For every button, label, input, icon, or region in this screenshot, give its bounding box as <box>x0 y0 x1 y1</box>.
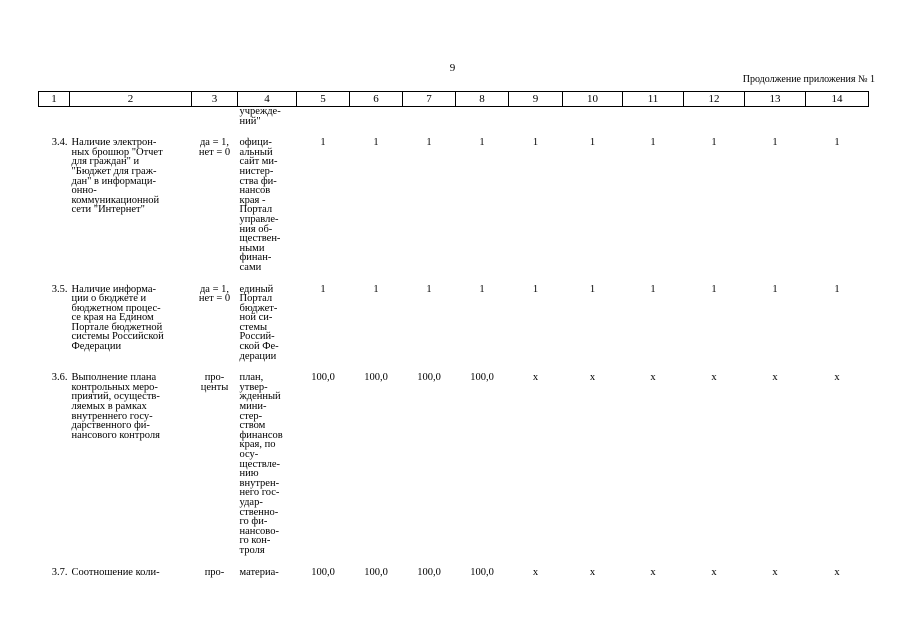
source-line: альный <box>239 146 273 158</box>
source-line: бюджет- <box>239 302 278 314</box>
value-cell: х <box>532 566 539 578</box>
indicator-name-line: внутреннего госу- <box>71 410 153 422</box>
indicator-name-line: Федерации <box>71 341 122 353</box>
source-line: Россий- <box>239 331 275 343</box>
column-header: 2 <box>70 92 192 107</box>
unit-line: да = 1, <box>199 283 230 295</box>
value-cell: х <box>711 372 717 384</box>
source-line: учрежде- <box>239 106 281 117</box>
source-line: сайт ми- <box>239 156 278 168</box>
value-cell: х <box>711 566 717 578</box>
unit-line: про- <box>204 372 225 384</box>
value-cell: 1 <box>532 137 539 149</box>
unit-cell <box>192 373 238 555</box>
source-line: троля <box>239 544 265 556</box>
value-cell: 100,0 <box>364 566 388 578</box>
source-line: удар- <box>239 496 263 508</box>
indicator-name-line: Портале бюджетной <box>71 321 163 333</box>
indicator-name-line: "Бюджет для граж- <box>71 165 157 177</box>
column-number-header <box>39 92 869 107</box>
value-cell: х <box>834 372 840 384</box>
source-cell <box>238 373 297 555</box>
indicator-name-line: ляемых в рамках <box>71 401 147 413</box>
source-line: финан- <box>239 252 272 264</box>
value-cell: х <box>772 566 778 578</box>
column-header: 12 <box>684 92 745 107</box>
source-line: го кон- <box>239 535 271 547</box>
value-cell: 1 <box>834 283 840 295</box>
column-header: 5 <box>297 92 350 107</box>
row-spacer <box>39 556 869 568</box>
value-cell: 1 <box>711 283 717 295</box>
source-line: ществен- <box>239 233 281 245</box>
column-header: 4 <box>238 92 297 107</box>
carryover-source-cell <box>238 107 297 127</box>
source-line: дерации <box>239 350 277 362</box>
column-header: 6 <box>350 92 403 107</box>
source-line: ния об- <box>239 223 273 235</box>
value-cell: 100,0 <box>417 372 441 384</box>
indicator-name-line: сети "Интернет" <box>71 204 145 216</box>
value-cell: 100,0 <box>417 566 441 578</box>
source-cell <box>238 568 297 578</box>
source-line: сами <box>239 261 262 273</box>
unit-cell <box>192 285 238 362</box>
indicator-number: 3.5. <box>51 283 68 295</box>
appendix-continuation-label: Продолжение приложения № 1 <box>742 74 875 85</box>
value-cell: 1 <box>320 137 326 149</box>
indicator-number: 3.4. <box>51 137 68 149</box>
value-cell: 1 <box>426 137 432 149</box>
source-line: ской Фе- <box>239 341 279 353</box>
source-line: края, по <box>239 439 276 451</box>
row-spacer <box>39 361 869 373</box>
source-line: нистер- <box>239 165 274 177</box>
column-header: 14 <box>806 92 869 107</box>
table-row <box>39 373 869 555</box>
column-header: 7 <box>403 92 456 107</box>
column-header: 1 <box>39 92 70 107</box>
value-cell: х <box>532 372 539 384</box>
unit-line: про- <box>204 566 225 578</box>
value-cell: 1 <box>320 283 326 295</box>
source-line: стемы <box>239 321 268 333</box>
column-header: 11 <box>623 92 684 107</box>
source-cell <box>238 138 297 272</box>
source-line: материа- <box>239 566 279 578</box>
indicator-name-line: ных брошюр "Отчет <box>71 146 163 158</box>
source-line: ной си- <box>239 312 273 324</box>
value-cell: х <box>834 566 840 578</box>
source-line: ществле- <box>239 458 280 470</box>
indicator-name-line: Наличие информа- <box>71 283 156 295</box>
value-cell: х <box>772 372 778 384</box>
unit-line: центы <box>200 381 229 393</box>
value-cell: х <box>650 372 656 384</box>
value-cell: 1 <box>772 137 778 149</box>
source-line: Портал <box>239 204 273 216</box>
row-spacer <box>39 126 869 138</box>
source-line: стер- <box>239 410 263 422</box>
value-cell: 1 <box>650 283 656 295</box>
source-line: план, <box>239 372 264 384</box>
value-cell: 1 <box>772 283 778 295</box>
table-row <box>39 138 869 272</box>
indicator-name-cell <box>70 285 192 362</box>
source-line: единый <box>239 283 274 295</box>
source-line: го фи- <box>239 516 268 528</box>
page-number: 9 <box>449 62 456 74</box>
source-line: ства фи- <box>239 175 277 187</box>
indicator-name-line: нансового контроля <box>71 429 160 441</box>
unit-cell <box>192 568 238 578</box>
indicators-table <box>38 91 869 577</box>
value-cell: 100,0 <box>470 566 494 578</box>
column-header: 3 <box>192 92 238 107</box>
value-cell: 1 <box>589 137 596 149</box>
value-cell: х <box>589 372 596 384</box>
source-line: ний" <box>239 115 261 127</box>
value-cell: 1 <box>373 137 379 149</box>
source-line: осу- <box>239 449 259 460</box>
value-cell: 1 <box>834 137 840 149</box>
column-header: 8 <box>456 92 509 107</box>
source-line: жденный <box>239 391 281 403</box>
unit-line: нет = 0 <box>198 293 231 305</box>
source-line: ством <box>239 420 266 432</box>
source-line: финансов <box>239 429 283 441</box>
column-header: 13 <box>745 92 806 107</box>
value-cell: 100,0 <box>470 372 494 384</box>
indicator-name-line: системы Российской <box>71 331 164 343</box>
column-header: 9 <box>509 92 563 107</box>
source-line: управле- <box>239 213 279 225</box>
carryover-row <box>39 107 869 127</box>
value-cell: 100,0 <box>311 372 335 384</box>
indicator-name-line: коммуникационной <box>71 194 160 206</box>
value-cell: 1 <box>532 283 539 295</box>
unit-line: нет = 0 <box>198 146 231 158</box>
value-cell: 1 <box>589 283 596 295</box>
indicator-name-line: онно- <box>71 185 97 197</box>
value-cell: 1 <box>479 137 485 149</box>
table-row <box>39 285 869 362</box>
source-line: внутрен- <box>239 477 280 489</box>
indicator-name-cell <box>70 373 192 555</box>
table-row <box>39 568 869 578</box>
value-cell: 100,0 <box>364 372 388 384</box>
row-spacer <box>39 273 869 285</box>
value-cell: х <box>650 566 656 578</box>
indicator-name-line: для граждан" и <box>71 156 140 168</box>
source-cell <box>238 285 297 362</box>
source-line: края - <box>239 194 266 206</box>
source-line: нансово- <box>239 525 279 537</box>
value-cell: 1 <box>426 283 432 295</box>
indicator-number: 3.6. <box>51 372 68 384</box>
source-line: ными <box>239 242 265 254</box>
column-header: 10 <box>563 92 623 107</box>
indicator-name-line: приятий, осуществ- <box>71 391 160 403</box>
unit-cell <box>192 138 238 272</box>
indicator-name-cell <box>70 568 192 578</box>
indicator-name-line: дарственного фи- <box>71 420 150 432</box>
source-line: него гос- <box>239 487 280 499</box>
source-line: нансов <box>239 185 271 197</box>
value-cell: 1 <box>650 137 656 149</box>
source-line: утвер- <box>239 381 268 393</box>
indicator-name-line: Выполнение плана <box>71 372 157 384</box>
source-line: мини- <box>239 401 267 413</box>
source-line: Портал <box>239 293 273 305</box>
source-line: офици- <box>239 137 272 149</box>
indicator-name-line: Соотношение коли- <box>71 566 160 578</box>
unit-line: да = 1, <box>199 137 230 149</box>
source-line: ственно- <box>239 506 279 518</box>
value-cell: 1 <box>373 283 379 295</box>
indicator-name-line: Наличие электрон- <box>71 137 157 149</box>
value-cell: х <box>589 566 596 578</box>
indicator-name-line: бюджетном процес- <box>71 302 161 314</box>
indicator-name-line: дан" в информаци- <box>71 175 156 187</box>
source-line: нию <box>239 468 259 480</box>
indicator-name-line: контрольных меро- <box>71 381 158 393</box>
indicator-number: 3.7. <box>51 566 68 578</box>
indicator-name-cell <box>70 138 192 272</box>
value-cell: 1 <box>711 137 717 149</box>
value-cell: 1 <box>479 283 485 295</box>
indicator-name-line: ции о бюджете и <box>71 293 147 305</box>
value-cell: 100,0 <box>311 566 335 578</box>
indicator-name-line: се края на Едином <box>71 312 154 324</box>
